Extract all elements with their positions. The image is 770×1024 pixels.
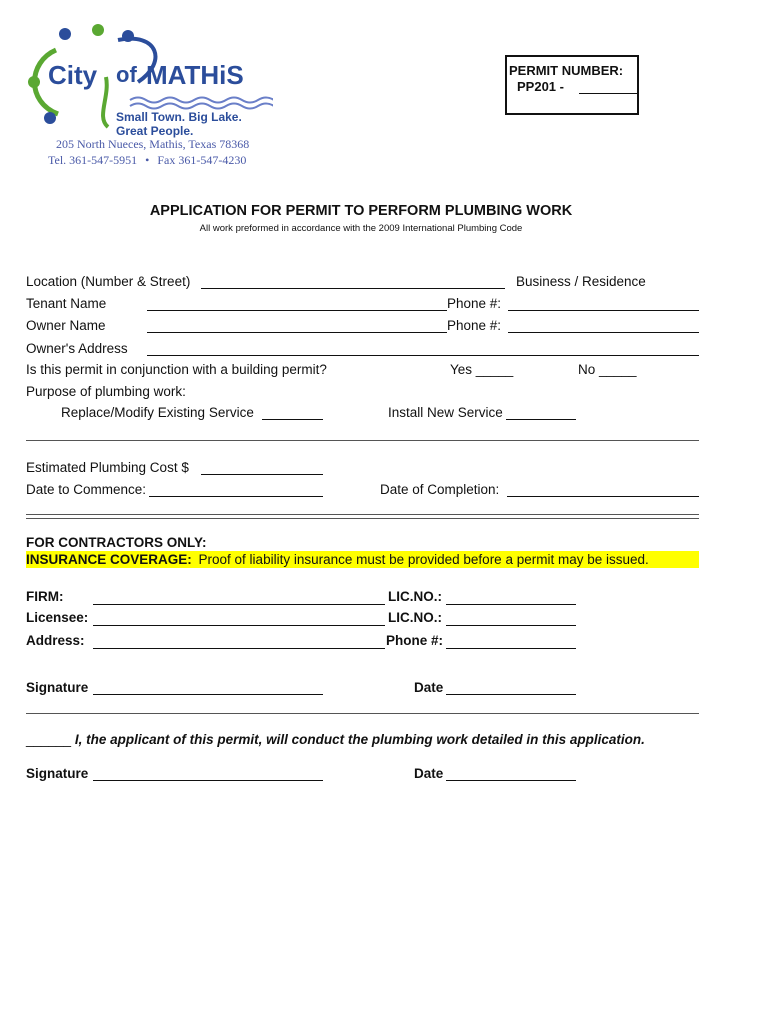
owner-name-field[interactable]	[147, 332, 447, 333]
plumbing-cost-field[interactable]	[201, 474, 323, 475]
completion-date-field[interactable]	[507, 496, 699, 497]
building-permit-yes[interactable]: Yes _____	[450, 362, 514, 377]
owner-phone-field[interactable]	[508, 332, 699, 333]
install-new-label: Install New Service	[388, 405, 503, 420]
logo-tagline: Small Town. Big Lake. Great People.	[116, 110, 242, 138]
contractor-date-field[interactable]	[446, 694, 576, 695]
licensee-licno-label: LIC.NO.:	[388, 610, 442, 625]
logo-word-of: of	[116, 62, 137, 87]
insurance-coverage-text: Proof of liability insurance must be provided before a permit may be issued.	[198, 552, 649, 567]
licensee-licno-field[interactable]	[446, 625, 576, 626]
commence-date-field[interactable]	[149, 496, 323, 497]
replace-modify-label: Replace/Modify Existing Service	[61, 405, 254, 420]
applicant-signature-label: Signature	[26, 766, 89, 781]
applicant-signature-field[interactable]	[93, 780, 323, 781]
form-title: APPLICATION FOR PERMIT TO PERFORM PLUMBING WORK	[149, 203, 573, 219]
location-label: Location (Number & Street)	[26, 274, 191, 289]
commence-date-label: Date to Commence:	[26, 482, 147, 497]
city-address: 205 North Nueces, Mathis, Texas 78368	[56, 137, 250, 151]
firm-label: FIRM:	[26, 589, 64, 604]
insurance-notice	[26, 551, 699, 568]
business-residence-option[interactable]: Business / Residence	[516, 274, 646, 289]
permit-number-prefix: PP201 -	[517, 79, 564, 94]
applicant-initial-blank[interactable]: ______	[26, 732, 72, 747]
contractors-heading: FOR CONTRACTORS ONLY:	[26, 535, 207, 550]
city-logo	[18, 22, 273, 138]
building-permit-question: Is this permit in conjunction with a building permit?	[26, 362, 327, 377]
logo-word-city: City	[48, 60, 98, 90]
applicant-statement	[26, 732, 645, 747]
contractor-signature-label: Signature	[26, 680, 89, 695]
firm-licno-label: LIC.NO.:	[388, 589, 442, 604]
firm-field[interactable]	[93, 604, 385, 605]
logo-word-mathis: MATHiS	[146, 60, 244, 90]
tenant-phone-label: Phone #:	[447, 296, 502, 311]
plumbing-cost-label: Estimated Plumbing Cost $	[26, 460, 189, 475]
contractor-date-label: Date	[414, 680, 444, 695]
tenant-name-label: Tenant Name	[26, 296, 107, 311]
permit-number-label: PERMIT NUMBER:	[509, 63, 624, 78]
owner-phone-label: Phone #:	[447, 318, 502, 333]
replace-modify-field[interactable]	[262, 419, 323, 420]
city-contact-line	[48, 153, 246, 168]
location-field[interactable]	[201, 288, 505, 289]
bullet-separator: •	[145, 153, 150, 167]
firm-licno-field[interactable]	[446, 604, 576, 605]
fax-number: Fax 361-547-4230	[157, 153, 247, 167]
contractor-phone-label: Phone #:	[386, 633, 444, 648]
section-divider	[26, 440, 699, 441]
applicant-statement-text: I, the applicant of this permit, will conduct the plumbing work detailed in this application.	[74, 732, 645, 747]
contractor-address-field[interactable]	[93, 648, 385, 649]
applicant-divider	[26, 713, 699, 714]
form-subtitle: All work preformed in accordance with the 2009 International Plumbing Code	[199, 223, 523, 234]
tenant-name-field[interactable]	[147, 310, 447, 311]
contractor-signature-field[interactable]	[93, 694, 323, 695]
building-permit-no[interactable]: No _____	[578, 362, 637, 377]
applicant-date-label: Date	[414, 766, 444, 781]
owners-address-label: Owner's Address	[26, 341, 128, 356]
contractors-divider	[26, 514, 699, 519]
install-new-field[interactable]	[506, 419, 576, 420]
contractor-phone-field[interactable]	[446, 648, 576, 649]
owners-address-field[interactable]	[147, 355, 699, 356]
owner-name-label: Owner Name	[26, 318, 106, 333]
tenant-phone-field[interactable]	[508, 310, 699, 311]
insurance-coverage-heading: INSURANCE COVERAGE:	[26, 552, 192, 567]
completion-date-label: Date of Completion:	[380, 482, 500, 497]
licensee-label: Licensee:	[26, 610, 89, 625]
permit-number-field[interactable]	[579, 93, 637, 94]
purpose-label: Purpose of plumbing work:	[26, 384, 186, 399]
licensee-field[interactable]	[93, 625, 385, 626]
permit-number-box	[505, 55, 639, 115]
contractor-address-label: Address:	[26, 633, 85, 648]
applicant-date-field[interactable]	[446, 780, 576, 781]
phone-number: Tel. 361-547-5951	[48, 153, 138, 167]
